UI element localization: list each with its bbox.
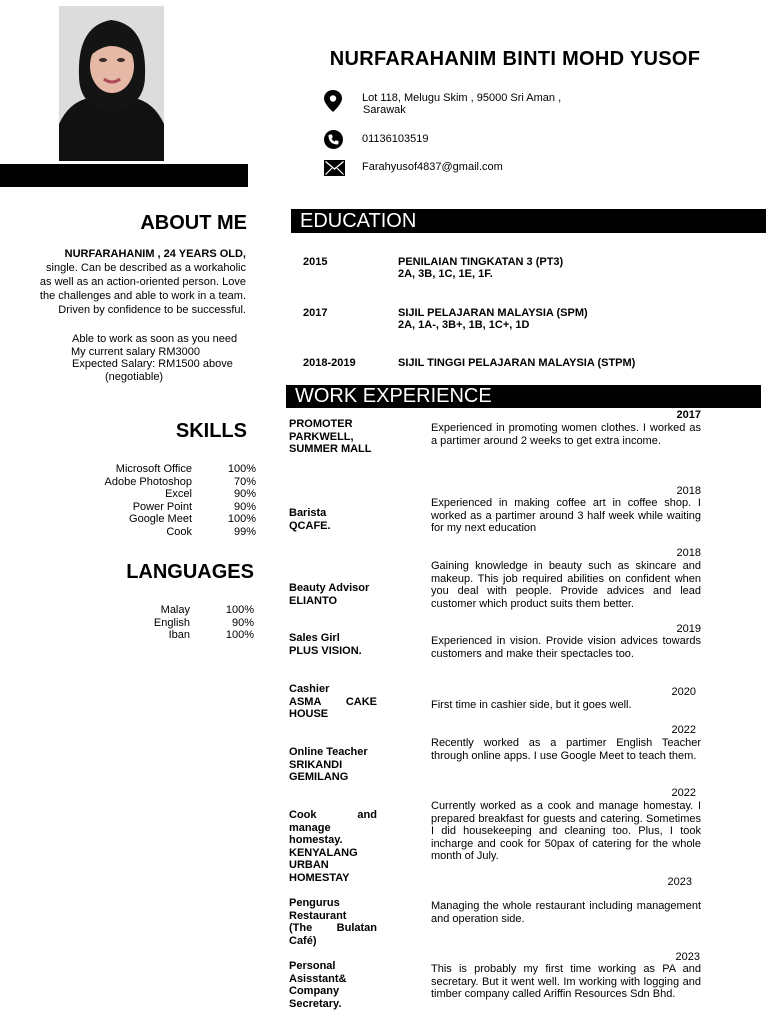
education-year: 2015 (303, 256, 328, 268)
skills-list (20, 463, 256, 539)
language-value: 90% (231, 616, 254, 629)
job-description: Currently worked as a cook and manage homestay. I prepared breakfast for guests and catering. Sometimes I did housekeeping and cleaning too. Plus, I took incharge and cook for 50pax of catering for the whole month of July. (431, 800, 701, 863)
job-title-line: SUMMER MALL (289, 443, 372, 456)
skill-name: Microsoft Office (115, 463, 192, 475)
job-title (289, 683, 377, 721)
full-name: NURFARAHANIM BINTI MOHD YUSOF (329, 48, 701, 70)
job-description: Experienced in vision. Provide vision advices towards customers and make their spectacles too. (431, 635, 701, 660)
skill-value: 90% (233, 500, 256, 513)
current-salary: My current salary RM3000 (71, 345, 200, 358)
profile-photo (59, 6, 164, 161)
education-year: 2017 (303, 307, 328, 319)
job-description: Gaining knowledge in beauty such as skincare and makeup. This job required abilities on confident when you deal with people. Provide advices and lead customer which product suits them better. (431, 560, 701, 610)
language-name: English (153, 616, 190, 629)
job-title-line: SRIKANDI (289, 758, 343, 771)
skill-row (20, 488, 256, 501)
job-title-line: URBAN (289, 859, 329, 872)
job-title-line: QCAFE. (289, 519, 331, 532)
job-title-line: Asisstant& (289, 972, 347, 985)
job-title-line: KENYALANG (289, 846, 358, 859)
about-line: the challenges and able to work in a team. (39, 290, 246, 302)
skill-row (20, 526, 256, 539)
address-line1: Lot 118, Melugu Skim , 95000 Sri Aman , (362, 92, 562, 104)
language-value: 100% (225, 629, 254, 642)
skill-value: 100% (227, 513, 256, 526)
job-title (289, 809, 377, 885)
job-title-line: PROMOTER (289, 418, 353, 430)
job-title-line: Personal (289, 960, 336, 972)
job-title-line: Barista (289, 507, 327, 519)
job-title-line: HOUSE (289, 708, 329, 721)
job-title-line: Secretary. (289, 997, 342, 1010)
languages-list (20, 604, 254, 642)
job-title (289, 897, 377, 947)
job-year: 2022 (671, 787, 696, 799)
job-title (289, 632, 377, 657)
job-title-line: Company (289, 985, 340, 998)
about-line: single. Can be described as a workaholic (46, 262, 246, 274)
about-line: Driven by confidence to be successful. (58, 304, 246, 316)
job-title-line: HOMESTAY (289, 871, 350, 884)
language-name: Iban (168, 629, 190, 642)
skill-row (20, 501, 256, 514)
job-description: This is probably my first time working as PA and secretary. But it went well. Im working with logging and timber company called Ariffin Resources Sdn Bhd. (431, 963, 701, 1001)
job-year: 2019 (676, 623, 701, 635)
job-year: 2020 (671, 686, 696, 698)
skill-name: Excel (165, 488, 192, 501)
language-name: Malay (160, 604, 190, 616)
skill-row (20, 513, 256, 526)
education-qualification: PENILAIAN TINGKATAN 3 (PT3) (398, 256, 564, 268)
skill-value: 100% (227, 463, 256, 475)
job-title (289, 746, 377, 784)
job-title-line: homestay. (289, 834, 343, 847)
education-result: 2A, 1A-, 3B+, 1B, 1C+, 1D (398, 319, 530, 331)
job-title-line: Café) (289, 934, 317, 947)
job-title-line: Cook and (289, 809, 377, 821)
skill-row (20, 476, 256, 489)
skill-name: Adobe Photoshop (104, 475, 192, 488)
skill-value: 90% (233, 488, 256, 501)
job-title-line: ELIANTO (289, 594, 338, 607)
language-row (20, 604, 254, 617)
skill-name: Power Point (132, 500, 192, 513)
job-title (289, 507, 377, 532)
education-result: 2A, 3B, 1C, 1E, 1F. (398, 268, 493, 280)
job-title-line: Online Teacher (289, 746, 368, 758)
phone-number: 01136103519 (362, 133, 429, 145)
availability-block (40, 333, 246, 383)
job-description: Managing the whole restaurant including management and operation side. (431, 900, 701, 925)
skill-value: 70% (233, 475, 256, 488)
education-year: 2018-2019 (303, 357, 356, 369)
job-title (289, 582, 377, 607)
about-lead: NURFARAHANIM , 24 YEARS OLD, (64, 248, 246, 260)
job-title-line: Beauty Advisor (289, 582, 370, 594)
skill-name: Cook (166, 525, 192, 538)
language-row (20, 617, 254, 630)
job-year: 2023 (675, 951, 700, 963)
job-year: 2023 (667, 876, 692, 888)
skills-heading: SKILLS (175, 420, 247, 442)
education-qualification: SIJIL TINGGI PELAJARAN MALAYSIA (STPM) (398, 357, 636, 369)
about-heading: ABOUT ME (140, 212, 247, 234)
expected-salary: Expected Salary: RM1500 above (72, 358, 233, 370)
job-title-line: Cashier (289, 683, 330, 695)
envelope-icon (324, 160, 344, 180)
salary-note: (negotiable) (105, 370, 164, 383)
job-year: 2018 (676, 547, 701, 559)
email-address: Farahyusof4837@gmail.com (362, 161, 503, 173)
decorative-black-bar (0, 164, 248, 187)
job-title-line: PLUS VISION. (289, 644, 362, 657)
location-pin-icon (324, 90, 344, 110)
job-title (289, 960, 377, 1010)
job-title-line: (The Bulatan (289, 922, 377, 935)
job-title (289, 418, 377, 456)
education-entry (398, 307, 588, 331)
skill-name: Google Meet (129, 513, 192, 526)
job-description: Experienced in promoting women clothes. I worked as a partimer around 2 weeks to get extra income. (431, 422, 701, 447)
availability-line: Able to work as soon as you need (72, 333, 238, 345)
languages-heading: LANGUAGES (126, 561, 254, 583)
job-year: 2017 (676, 409, 701, 421)
address (362, 92, 561, 116)
job-title-line: manage (289, 821, 331, 834)
job-title-line: Restaurant (289, 909, 347, 922)
address-line2: Sarawak (363, 104, 406, 116)
job-description: First time in cashier side, but it goes well. (431, 699, 632, 711)
job-description: Recently worked as a partimer English Teacher through online apps. I use Google Meet to teach them. (431, 737, 701, 762)
job-title-line: Sales Girl (289, 632, 340, 644)
job-title-line: GEMILANG (289, 771, 349, 784)
skill-value: 99% (233, 525, 256, 538)
skill-row (20, 463, 256, 476)
job-title-line: ASMA CAKE (289, 695, 377, 708)
education-heading: EDUCATION (291, 209, 766, 233)
language-value: 100% (225, 604, 254, 616)
work-experience-heading: WORK EXPERIENCE (286, 385, 761, 408)
phone-icon (324, 130, 344, 150)
education-entry (398, 256, 563, 280)
about-text (20, 247, 246, 317)
education-entry (398, 357, 635, 369)
about-line: as well as an action-oriented person. Love (39, 276, 246, 288)
education-qualification: SIJIL PELAJARAN MALAYSIA (SPM) (398, 307, 588, 319)
job-year: 2018 (676, 485, 701, 497)
job-year: 2022 (671, 724, 696, 736)
job-description: Experienced in making coffee art in coffee shop. I worked as a partimer around 3 half week while waiting for my next education (431, 497, 701, 535)
job-title-line: PARKWELL, (289, 430, 354, 443)
language-row (20, 629, 254, 642)
job-title-line: Pengurus (289, 897, 340, 909)
